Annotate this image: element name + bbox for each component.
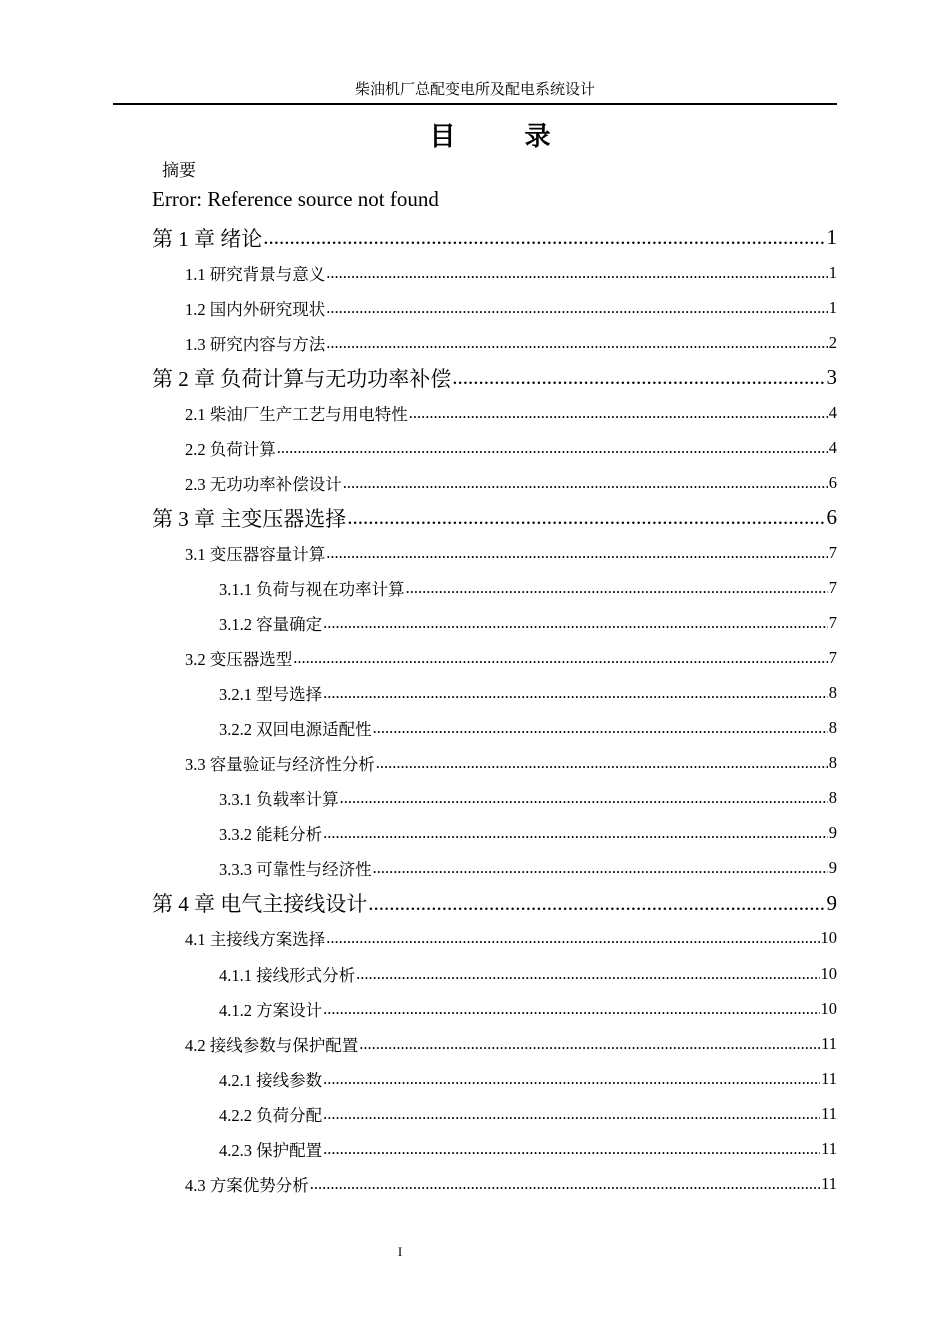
toc-entry-page: 11 bbox=[821, 1173, 837, 1193]
toc-entry-level-3[interactable] bbox=[0, 991, 837, 1026]
toc-entry-text: 2.2 负荷计算 bbox=[185, 439, 276, 459]
toc-entry-page: 7 bbox=[828, 613, 837, 633]
toc-entry-level-2[interactable] bbox=[0, 1166, 837, 1201]
dot-leader bbox=[347, 505, 825, 530]
toc-entry-page: 11 bbox=[821, 1138, 837, 1158]
toc-entry-level-3[interactable] bbox=[0, 676, 837, 711]
toc-entry-level-3[interactable] bbox=[0, 851, 837, 886]
toc-entry-level-3[interactable] bbox=[0, 1096, 837, 1131]
dot-leader bbox=[263, 225, 825, 250]
toc-entry-level-2[interactable] bbox=[0, 255, 837, 290]
toc-entry-text: 4.2.3 保护配置 bbox=[219, 1140, 323, 1160]
running-header: 柴油机厂总配变电所及配电系统设计 bbox=[354, 80, 595, 98]
toc-entry-page: 11 bbox=[821, 1068, 837, 1088]
dot-leader bbox=[343, 473, 828, 493]
toc-entry-text: 4.3 方案优势分析 bbox=[185, 1175, 309, 1195]
toc-entry-level-3[interactable] bbox=[0, 1061, 837, 1096]
toc-entry-page: 9 bbox=[828, 858, 837, 878]
toc-entry-text: 3.3.1 负载率计算 bbox=[219, 790, 339, 810]
toc-entry-level-1[interactable] bbox=[0, 886, 837, 921]
page-number: I bbox=[397, 1244, 403, 1259]
toc-entry-text: 3.2.1 型号选择 bbox=[219, 685, 323, 705]
dot-leader bbox=[323, 999, 819, 1019]
toc-entry-text: 1.2 国内外研究现状 bbox=[185, 299, 326, 319]
toc-entry-level-2[interactable] bbox=[0, 430, 837, 465]
toc-entry-level-1[interactable] bbox=[0, 500, 837, 535]
toc-entry-level-2[interactable] bbox=[0, 535, 837, 570]
dot-leader bbox=[326, 263, 828, 283]
dot-leader bbox=[326, 298, 828, 318]
dot-leader bbox=[326, 333, 828, 353]
toc-entry-level-3[interactable] bbox=[0, 1131, 837, 1166]
toc-entry-page: 1 bbox=[828, 262, 837, 282]
toc-entry-text: 3.3.2 能耗分析 bbox=[219, 825, 323, 845]
toc-entry-page: 10 bbox=[820, 963, 837, 983]
toc-entry-level-2[interactable] bbox=[0, 746, 837, 781]
toc-entry-page: 1 bbox=[828, 297, 837, 317]
toc-entry-text: 1.3 研究内容与方法 bbox=[185, 334, 326, 354]
toc-entry-level-2[interactable] bbox=[0, 465, 837, 500]
toc-entry-text: 3.3.3 可靠性与经济性 bbox=[219, 860, 372, 880]
dot-leader bbox=[376, 753, 828, 773]
dot-leader bbox=[452, 365, 825, 390]
dot-leader bbox=[326, 543, 828, 563]
toc-entry-page: 8 bbox=[828, 683, 837, 703]
toc-entry-page: 1 bbox=[826, 225, 837, 250]
toc-entry-text: 3.1 变压器容量计算 bbox=[185, 544, 326, 564]
toc-entry-page: 8 bbox=[828, 718, 837, 738]
toc-entry-text: 4.1.2 方案设计 bbox=[219, 1000, 323, 1020]
toc-entry-level-1[interactable] bbox=[0, 360, 837, 395]
dot-leader bbox=[310, 1174, 820, 1194]
toc-entry-text: 3.1.2 容量确定 bbox=[219, 615, 323, 635]
toc-entry-level-2[interactable] bbox=[0, 325, 837, 360]
toc-entry-text: 2.3 无功功率补偿设计 bbox=[185, 474, 342, 494]
toc-entry-page: 6 bbox=[826, 505, 837, 530]
toc-entry-page: 7 bbox=[828, 648, 837, 668]
toc-entry-page: 9 bbox=[828, 823, 837, 843]
toc-entry-text: 第 4 章 电气主接线设计 bbox=[152, 892, 368, 917]
toc-entry-page: 10 bbox=[820, 998, 837, 1018]
dot-leader bbox=[277, 438, 828, 458]
toc-entry-text: 3.2.2 双回电源适配性 bbox=[219, 720, 372, 740]
header-rule bbox=[113, 103, 837, 105]
toc-entry-text: 3.3 容量验证与经济性分析 bbox=[185, 755, 375, 775]
dot-leader bbox=[340, 788, 828, 808]
toc-entry-level-2[interactable] bbox=[0, 641, 837, 676]
toc-entry-text: 3.2 变压器选型 bbox=[185, 650, 293, 670]
toc-entry-level-3[interactable] bbox=[0, 956, 837, 991]
toc-entry-text: 4.2.2 负荷分配 bbox=[219, 1105, 323, 1125]
toc-entry-page: 7 bbox=[828, 577, 837, 597]
dot-leader bbox=[323, 1069, 820, 1089]
toc-entry-page: 4 bbox=[828, 437, 837, 457]
dot-leader bbox=[373, 858, 828, 878]
dot-leader bbox=[409, 403, 828, 423]
toc-entry-text: 4.1.1 接线形式分析 bbox=[219, 965, 356, 985]
table-of-contents bbox=[0, 220, 837, 1201]
dot-leader bbox=[323, 1139, 820, 1159]
dot-leader bbox=[356, 964, 819, 984]
toc-entry-level-2[interactable] bbox=[0, 395, 837, 430]
toc-entry-page: 4 bbox=[828, 402, 837, 422]
dot-leader bbox=[326, 928, 819, 948]
dot-leader bbox=[406, 578, 828, 598]
toc-title: 目 录 bbox=[429, 122, 581, 152]
toc-entry-page: 6 bbox=[828, 472, 837, 492]
toc-entry-page: 11 bbox=[821, 1103, 837, 1123]
toc-entry-page: 9 bbox=[826, 890, 837, 915]
toc-entry-text: 第 2 章 负荷计算与无功功率补偿 bbox=[152, 366, 452, 391]
toc-entry-page: 7 bbox=[828, 542, 837, 562]
toc-entry-page: 10 bbox=[820, 928, 837, 948]
toc-entry-level-3[interactable] bbox=[0, 711, 837, 746]
toc-entry-text: 4.2.1 接线参数 bbox=[219, 1070, 323, 1090]
dot-leader bbox=[359, 1034, 820, 1054]
dot-leader bbox=[323, 1104, 820, 1124]
toc-entry-text: 第 1 章 绪论 bbox=[152, 226, 263, 251]
toc-entry-text: 4.2 接线参数与保护配置 bbox=[185, 1035, 359, 1055]
toc-entry-text: 3.1.1 负荷与视在功率计算 bbox=[219, 579, 405, 599]
toc-entry-page: 11 bbox=[821, 1033, 837, 1053]
toc-entry-page: 8 bbox=[828, 788, 837, 808]
toc-entry-level-2[interactable] bbox=[0, 290, 837, 325]
toc-entry-page: 2 bbox=[828, 332, 837, 352]
dot-leader bbox=[323, 683, 828, 703]
toc-entry-level-2[interactable] bbox=[0, 1026, 837, 1061]
toc-abstract-entry[interactable]: 摘要 bbox=[162, 161, 196, 181]
dot-leader bbox=[293, 648, 828, 668]
toc-entry-text: 第 3 章 主变压器选择 bbox=[152, 506, 347, 531]
dot-leader bbox=[323, 823, 828, 843]
toc-entry-level-3[interactable] bbox=[0, 816, 837, 851]
toc-entry-text: 4.1 主接线方案选择 bbox=[185, 930, 326, 950]
toc-entry-level-3[interactable] bbox=[0, 570, 837, 605]
toc-entry-level-2[interactable] bbox=[0, 921, 837, 956]
toc-entry-text: 1.1 研究背景与意义 bbox=[185, 264, 326, 284]
toc-entry-text: 2.1 柴油厂生产工艺与用电特性 bbox=[185, 404, 408, 424]
dot-leader bbox=[323, 613, 828, 633]
toc-entry-level-3[interactable] bbox=[0, 606, 837, 641]
toc-entry-page: 8 bbox=[828, 753, 837, 773]
dot-leader bbox=[373, 718, 828, 738]
toc-entry-level-3[interactable] bbox=[0, 781, 837, 816]
dot-leader bbox=[368, 891, 825, 916]
toc-entry-level-1[interactable] bbox=[0, 220, 837, 255]
reference-error-text: Error: Reference source not found bbox=[152, 187, 439, 211]
toc-entry-page: 3 bbox=[826, 365, 837, 390]
